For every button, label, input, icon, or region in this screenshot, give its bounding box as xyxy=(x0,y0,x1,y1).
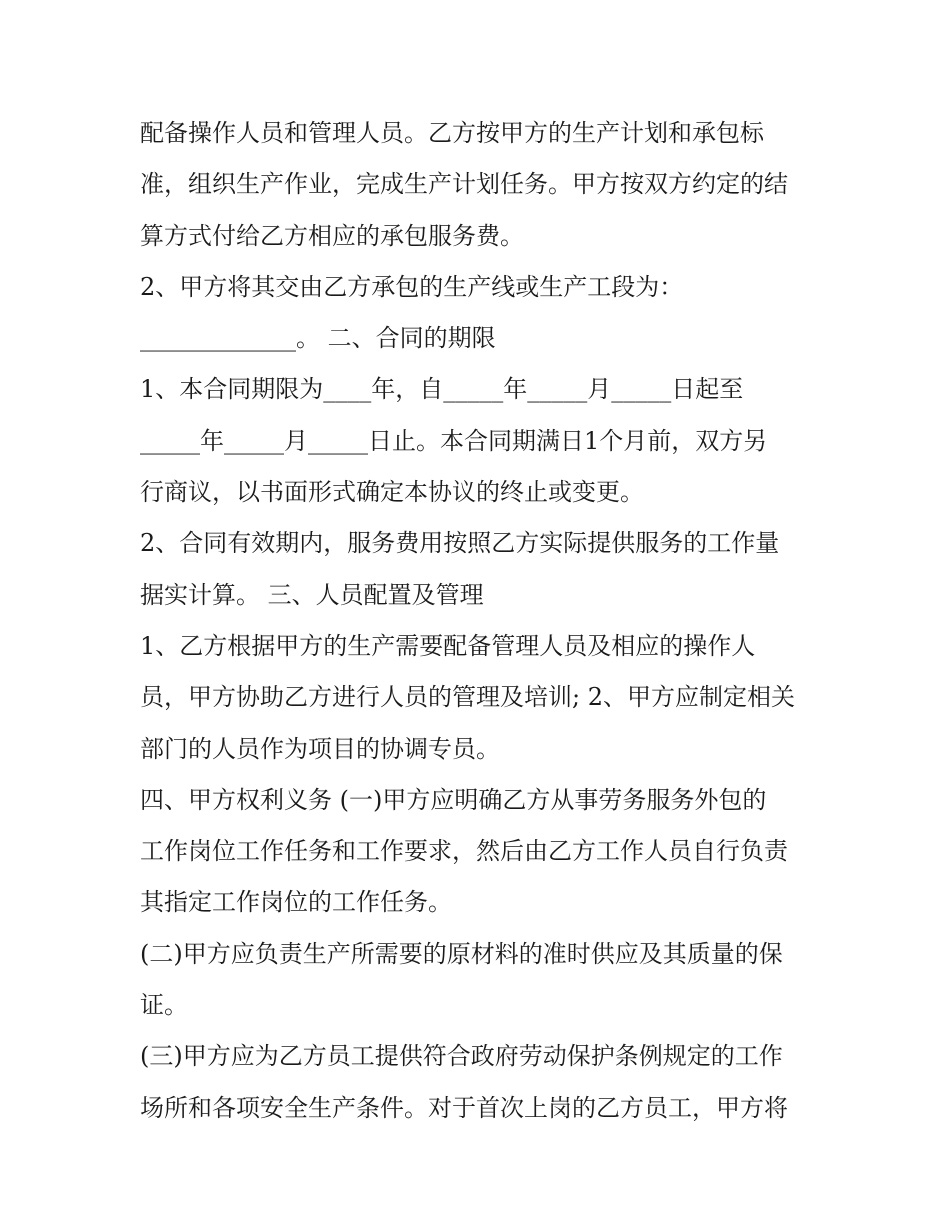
text-line: 四、甲方权利义务 (一)甲方应明确乙方从事劳务服务外包的 xyxy=(140,785,767,814)
text-line: 算方式付给乙方相应的承包服务费。 xyxy=(140,221,524,250)
document-body xyxy=(140,108,820,1134)
text-line: 据实计算。 三、人员配置及管理 xyxy=(140,580,484,609)
text-line: 工作岗位工作任务和工作要求，然后由乙方工作人员自行负责 xyxy=(140,837,788,866)
text-line: 2、合同有效期内，服务费用按照乙方实际提供服务的工作量 xyxy=(140,529,780,558)
text-line: 1、本合同期限为____年，自_____年_____月_____日起至 xyxy=(140,375,744,404)
text-line: 员，甲方协助乙方进行人员的管理及培训; 2、甲方应制定相关 xyxy=(140,683,795,712)
text-line: 1、乙方根据甲方的生产需要配备管理人员及相应的操作人 xyxy=(140,631,756,660)
text-line: 行商议，以书面形式确定本协议的终止或变更。 xyxy=(140,478,644,507)
text-line: 配备操作人员和管理人员。乙方按甲方的生产计划和承包标 xyxy=(140,119,764,147)
text-line: 证。 xyxy=(140,991,188,1020)
text-line: (二)甲方应负责生产所需要的原材料的准时供应及其质量的保 xyxy=(140,939,783,968)
text-line: _____________。 二、合同的期限 xyxy=(140,324,496,353)
text-line: 2、甲方将其交由乙方承包的生产线或生产工段为： xyxy=(140,272,684,301)
text-line: (三)甲方应为乙方员工提供符合政府劳动保护条例规定的工作 xyxy=(140,1042,783,1071)
text-line: 场所和各项安全生产条件。对于首次上岗的乙方员工，甲方将 xyxy=(140,1093,788,1122)
text-line: 部门的人员作为项目的协调专员。 xyxy=(140,734,500,763)
text-line: 其指定工作岗位的工作任务。 xyxy=(140,888,452,917)
text-line: _____年_____月_____日止。本合同期满日1个月前，双方另 xyxy=(140,426,768,455)
text-line: 准，组织生产作业，完成生产计划任务。甲方按双方约定的结 xyxy=(140,170,788,199)
